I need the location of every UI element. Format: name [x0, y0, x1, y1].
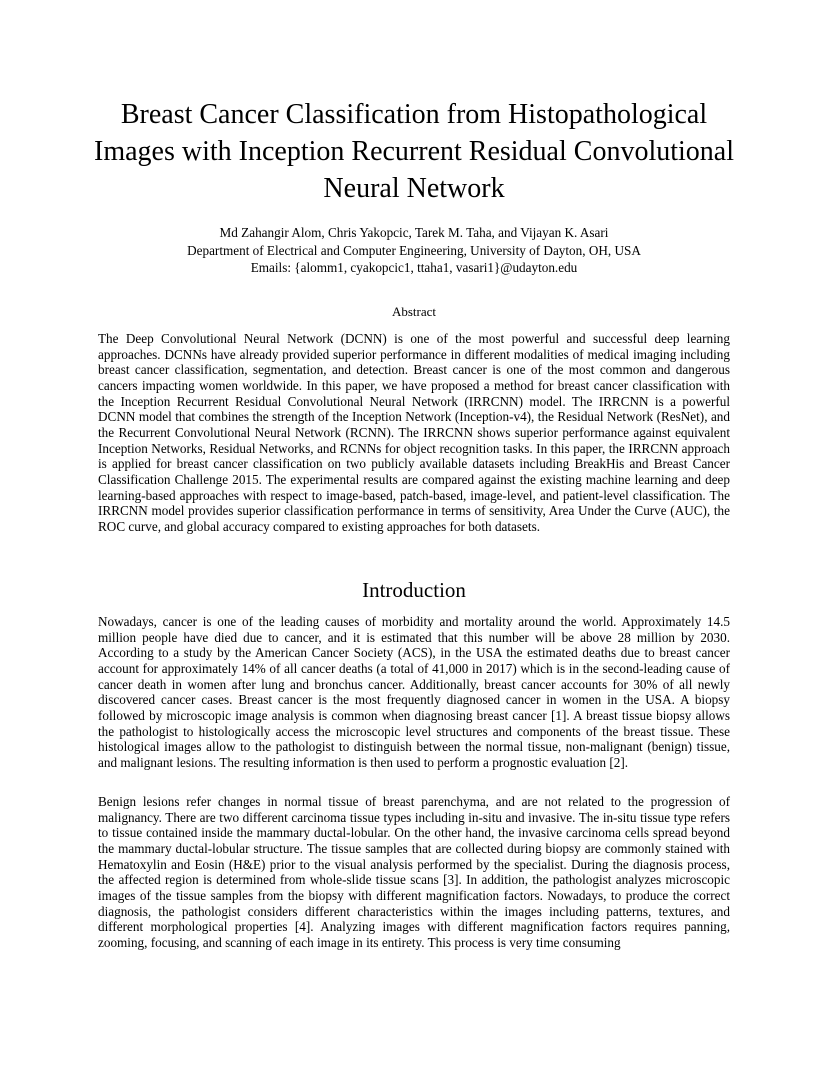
introduction-paragraph: Nowadays, cancer is one of the leading causes of morbidity and mortality around the world. Approximately 14.5 million people have died due to cancer, and it is estimated that this number will be above 28 million by 2030. According to a study by the American Cancer Society (ACS), in the USA the estimated deaths due to breast cancer account for approximately 14% of all cancer deaths (a total of 41,000 in 2017) which is in the second-leading cause of cancer death in women after lung and bronchus cancer. Additionally, breast cancer accounts for 30% of all newly discovered cancer cases. Breast cancer is the most frequently diagnosed cancer in women in the USA. A biopsy followed by microscopic image analysis is common when diagnosing breast cancer [1]. A breast tissue biopsy allows the pathologist to histologically access the microscopic level structures and components of the breast tissue. These histological images allow to the pathologist to distinguish between the normal tissue, non-malignant (benign) tissue, and malignant lesions. The resulting information is then used to perform a prognostic evaluation [2].: [98, 614, 730, 770]
author-block: [60, 224, 768, 277]
abstract-heading: Abstract: [391, 304, 437, 319]
affiliation: Department of Electrical and Computer Engineering, University of Dayton, OH, USA: [187, 242, 641, 258]
title-line: Images with Inception Recurrent Residual Convolutional: [94, 136, 734, 167]
introduction-paragraph: Benign lesions refer changes in normal tissue of breast parenchyma, and are not related to the progression of malignancy. There are two different carcinoma tissue types including in-situ and invasive. The in-situ tissue type refers to tissue contained inside the mammary ductal-lobular. On the other hand, the invasive carcinoma cells spread beyond the mammary ductal-lobular structure. The tissue samples that are collected during biopsy are commonly stained with Hematoxylin and Eosin (H&E) prior to the visual analysis performed by the specialist. During the diagnosis process, the affected region is determined from whole-slide tissue scans [3]. In addition, the pathologist analyzes microscopic images of the tissue samples from the biopsy with different magnification factors. Nowadays, to produce the correct diagnosis, the pathologist considers different characteristics within the images including patterns, textures, and different morphological properties [4]. Analyzing images with different magnification factors requires panning, zooming, focusing, and scanning of each image in its entirety. This process is very time consuming: [98, 794, 730, 950]
introduction-heading: Introduction: [362, 578, 466, 602]
title-line: Breast Cancer Classification from Histopathological: [120, 99, 708, 130]
email-list: Emails: {alomm1, cyakopcic1, ttaha1, vasari1}@udayton.edu: [250, 260, 578, 275]
abstract-text: The Deep Convolutional Neural Network (DCNN) is one of the most powerful and successful deep learning approaches. DCNNs have already provided superior performance in different modalities of medical imaging including breast cancer classification, segmentation, and detection. Breast cancer is one of the most common and dangerous cancers impacting women worldwide. In this paper, we have proposed a method for breast cancer classification with the Inception Recurrent Residual Convolutional Neural Network (IRRCNN) model. The IRRCNN is a powerful DCNN model that combines the strength of the Inception Network (Inception-v4), the Residual Network (ResNet), and the Recurrent Convolutional Neural Network (RCNN). The IRRCNN shows superior performance against equivalent Inception Networks, Residual Networks, and RCNNs for object recognition tasks. In this paper, the IRRCNN approach is applied for breast cancer classification on two publicly available datasets including BreakHis and Breast Cancer Classification Challenge 2015. The experimental results are compared against the existing machine learning and deep learning-based approaches with respect to image-based, patch-based, image-level, and patient-level classification. The IRRCNN model provides superior classification performance in terms of sensitivity, Area Under the Curve (AUC), the ROC curve, and global accuracy compared to existing approaches for both datasets.: [98, 331, 730, 534]
paper-title: [60, 96, 768, 207]
author-list: Md Zahangir Alom, Chris Yakopcic, Tarek M. Taha, and Vijayan K. Asari: [219, 225, 609, 240]
title-line: Neural Network: [323, 173, 505, 204]
